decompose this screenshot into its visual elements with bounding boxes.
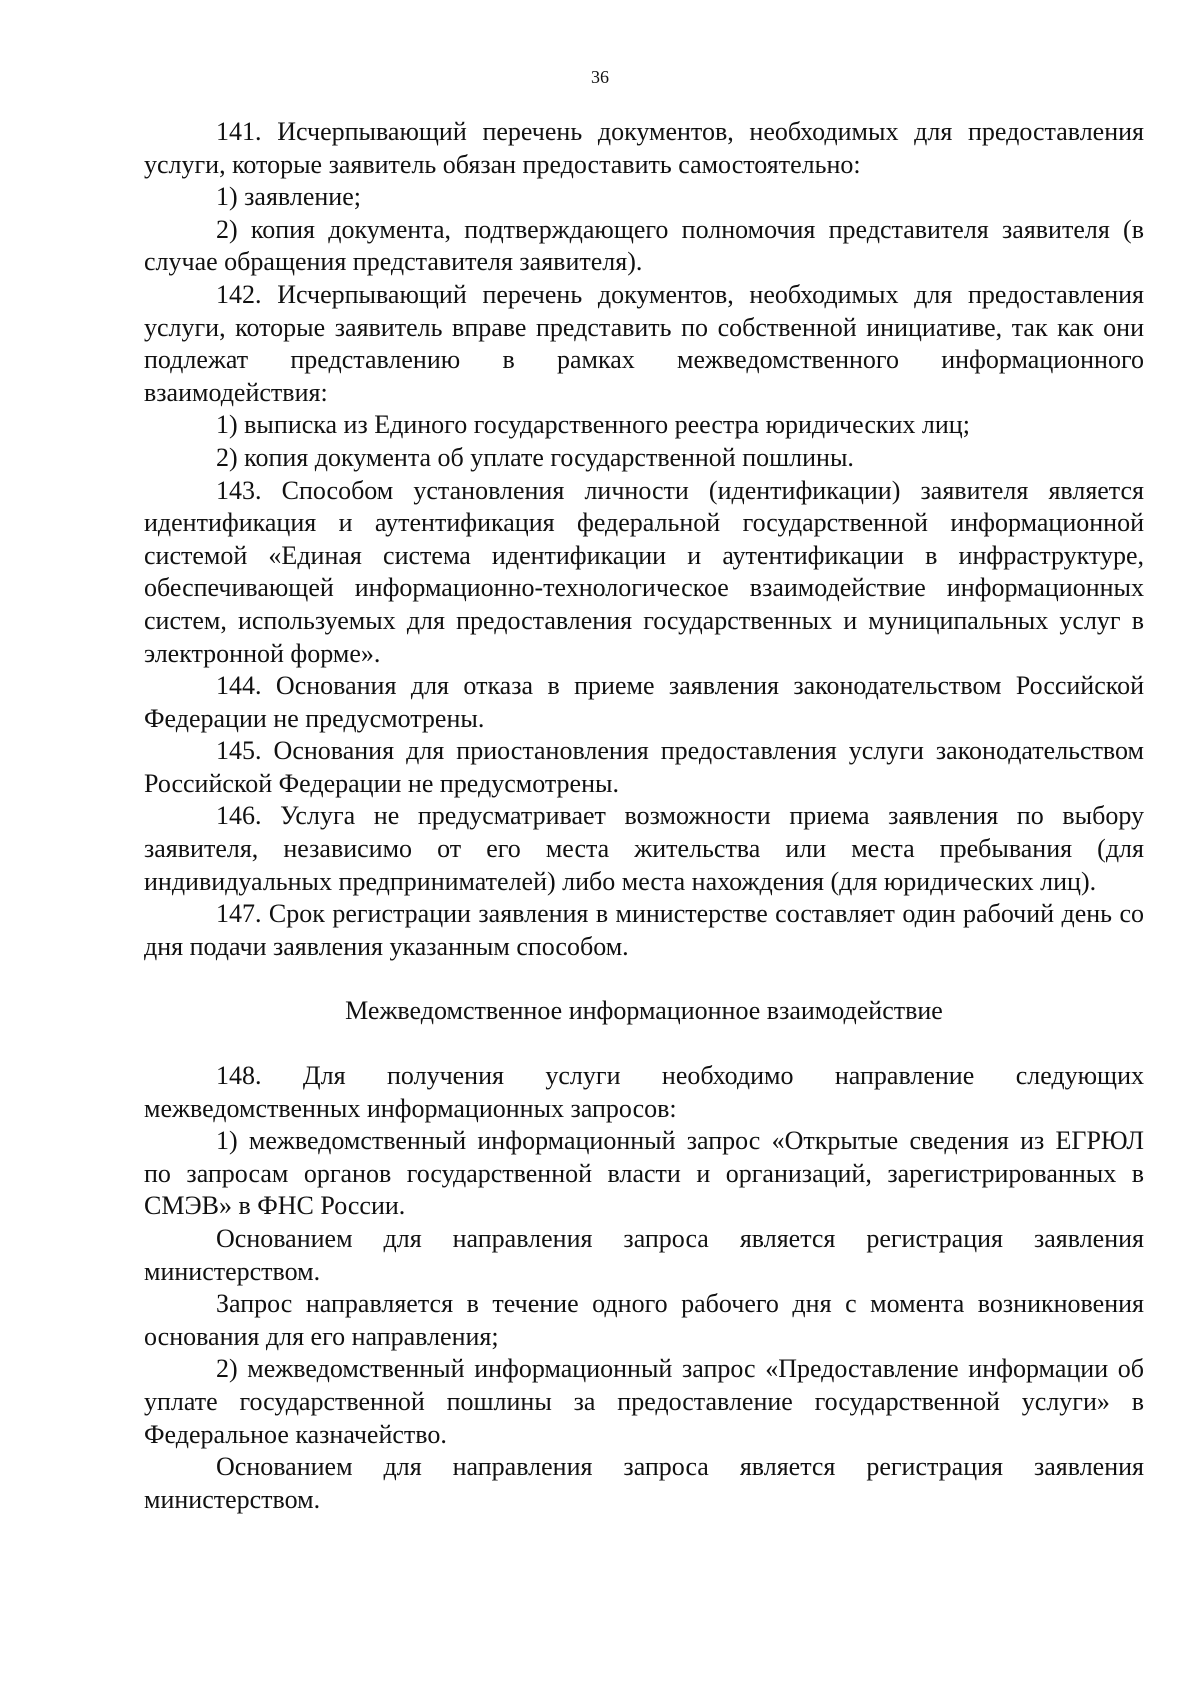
paragraph-148-item-1-basis: Основанием для направления запроса является регистрация заявления министерством. <box>144 1224 1144 1286</box>
paragraph-142-item-2: 2) копия документа об уплате государственной пошлины. <box>216 442 854 472</box>
paragraph-141-item-1: 1) заявление; <box>216 182 361 212</box>
paragraph-146: 146. Услуга не предусматривает возможности приема заявления по выбору заявителя, независимо от его места жительства или места пребывания (для индивидуальных предпринимателей) либо места нахождения (для юридических лиц). <box>144 801 1144 896</box>
page-number: 36 <box>591 67 609 87</box>
paragraph-141-item-2: 2) копия документа, подтверждающего полномочия представителя заявителя (в случае обращения представителя заявителя). <box>144 214 1144 277</box>
paragraph-148: 148. Для получения услуги необходимо направление следующих межведомственных информационных запросов: <box>144 1061 1144 1123</box>
paragraph-144: 144. Основания для отказа в приеме заявления законодательством Российской Федерации не предусмотрены. <box>144 671 1144 733</box>
paragraph-141: 141. Исчерпывающий перечень документов, необходимых для предоставления услуги, которые заявитель обязан предоставить самостоятельно: <box>144 117 1144 179</box>
paragraph-148-item-1: 1) межведомственный информационный запрос «Открытые сведения из ЕГРЮЛ по запросам органов государственной власти и организаций, зарегистрированных в СМЭВ» в ФНС России. <box>144 1126 1144 1221</box>
document-body <box>144 116 1144 1516</box>
paragraph-148-item-2-basis: Основанием для направления запроса является регистрация заявления министерством. <box>144 1452 1144 1514</box>
paragraph-142-item-1: 1) выписка из Единого государственного реестра юридических лиц; <box>216 410 970 440</box>
paragraph-142: 142. Исчерпывающий перечень документов, необходимых для предоставления услуги, которые заявитель вправе представить по собственной инициативе, так как они подлежат представлению в рамках межведомственного информационного взаимодействия: <box>144 279 1144 407</box>
paragraph-143: 143. Способом установления личности (идентификации) заявителя является идентификация и аутентификация федеральной государственной информационной системой «Единая система идентификации и аутентификации в инфраструктуре, обеспечивающей информационно-технологическое взаимодействие информационных систем, используемых для предоставления государственных и муниципальных услуг в электронной форме». <box>144 475 1144 668</box>
paragraph-148-item-2: 2) межведомственный информационный запрос «Предоставление информации об уплате государственной пошлины за предоставление государственной услуги» в Федеральное казначейство. <box>144 1354 1144 1449</box>
paragraph-148-item-1-term: Запрос направляется в течение одного рабочего дня с момента возникновения основания для его направления; <box>144 1289 1144 1351</box>
paragraph-145: 145. Основания для приостановления предоставления услуги законодательством Российской Федерации не предусмотрены. <box>144 736 1144 798</box>
section-heading: Межведомственное информационное взаимодействие <box>345 996 943 1026</box>
paragraph-147: 147. Срок регистрации заявления в министерстве составляет один рабочий день со дня подачи заявления указанным способом. <box>144 899 1144 961</box>
